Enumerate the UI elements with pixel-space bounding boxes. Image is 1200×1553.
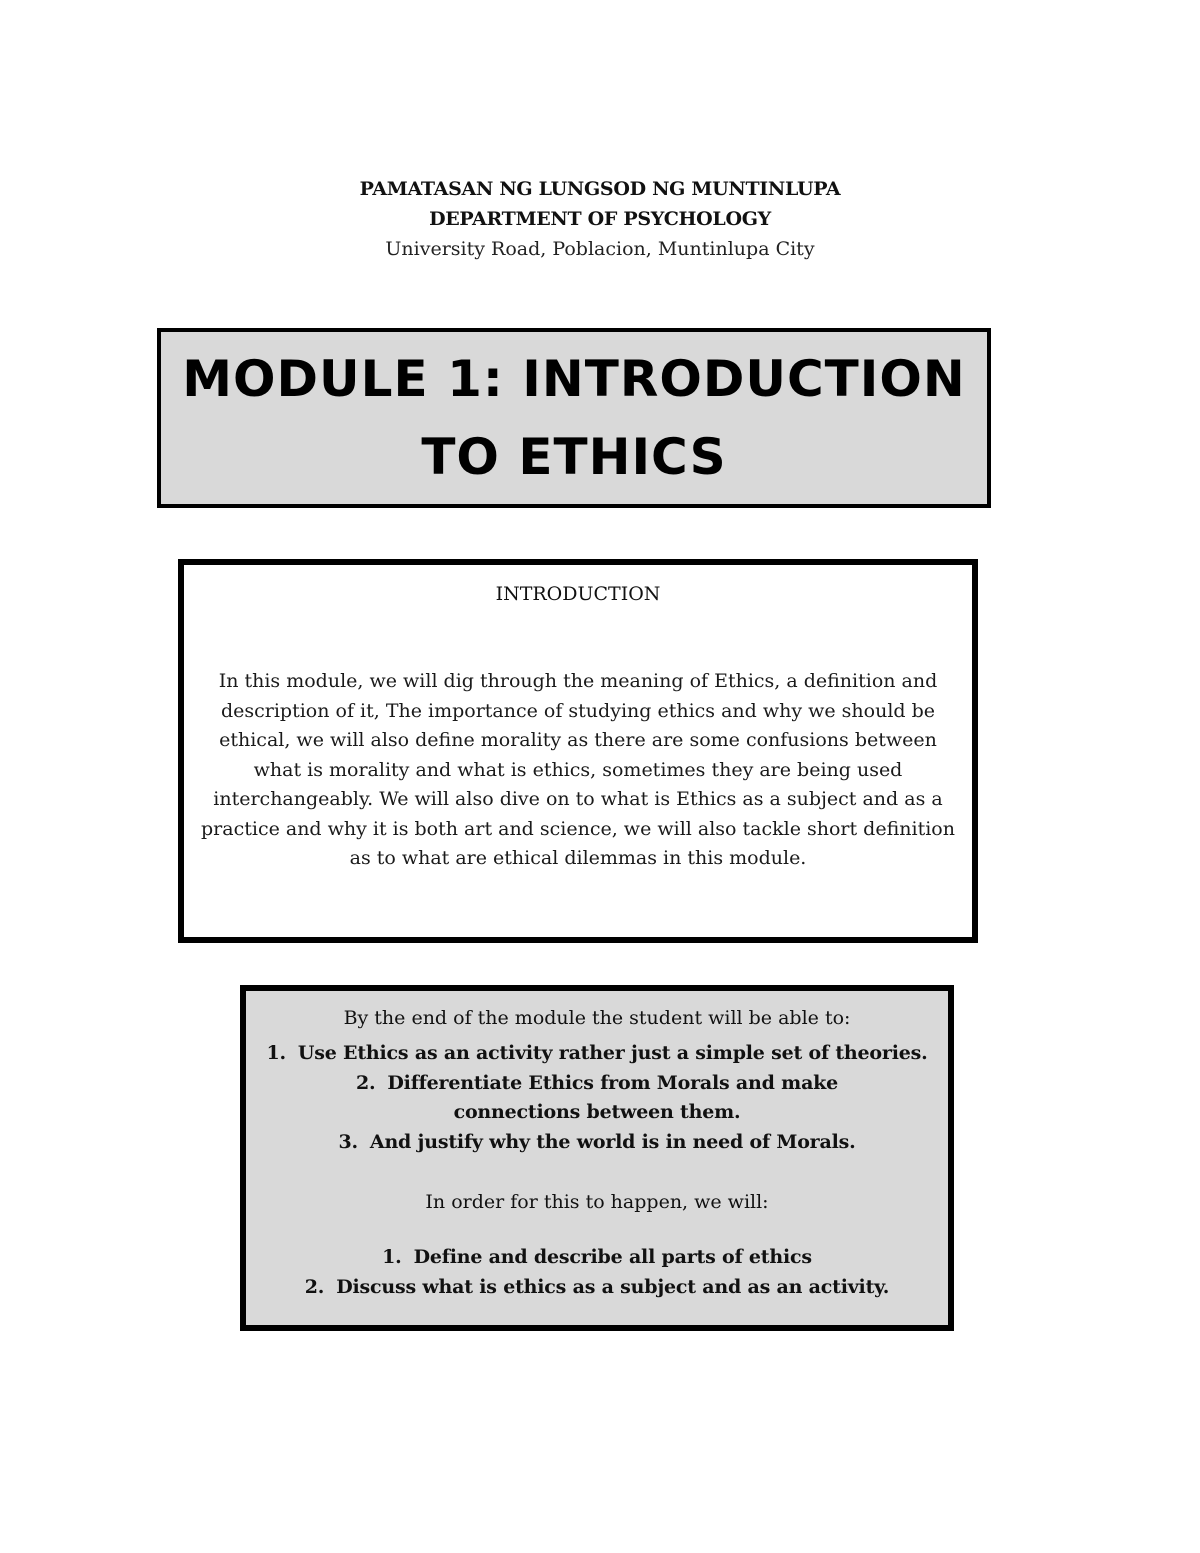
objectives-box: [240, 985, 954, 1331]
objective-item: [266, 1069, 928, 1128]
step-item: [266, 1243, 928, 1273]
objective-text: And justify why the world is in need of Morals.: [369, 1130, 856, 1153]
step-text: Define and describe all parts of ethics: [413, 1246, 812, 1268]
objective-number: 2.: [355, 1071, 376, 1094]
step-text: Discuss what is ethics as a subject and as an activity.: [336, 1275, 890, 1298]
department-name: DEPARTMENT OF PSYCHOLOGY: [429, 208, 771, 230]
introduction-box: [178, 559, 978, 943]
step-number: 1.: [382, 1246, 402, 1268]
objective-item: [266, 1128, 928, 1158]
document-header: [0, 174, 1200, 264]
introduction-heading: INTRODUCTION: [495, 583, 661, 605]
university-address: University Road, Poblacion, Muntinlupa City: [385, 238, 815, 260]
university-name: PAMATASAN NG LUNGSOD NG MUNTINLUPA: [359, 178, 841, 200]
step-number: 2.: [304, 1275, 325, 1298]
objectives-intro: By the end of the module the student will be able to:: [343, 1007, 851, 1029]
module-title-line-1: MODULE 1: INTRODUCTION: [182, 350, 966, 408]
objectives-list: [246, 1039, 948, 1157]
introduction-body: In this module, we will dig through the meaning of Ethics, a definition and description of it, The importance of studying ethics and why we should be ethical, we will also define morality as there are some confusions between what is morality and what is ethics, sometimes they are being used interchangeably. We will also dive on to what is Ethics as a subject and as a practice and why it is both art and science, we will also tackle short definition as to what are ethical dilemmas in this module.: [201, 670, 955, 869]
objective-number: 1.: [266, 1042, 286, 1064]
module-title-box: [157, 328, 991, 508]
objective-text: Differentiate Ethics from Morals and make connections between them.: [387, 1071, 839, 1123]
steps-list: [246, 1243, 948, 1302]
objective-item: [266, 1039, 928, 1069]
objective-number: 3.: [338, 1130, 358, 1153]
objectives-mid-text: In order for this to happen, we will:: [425, 1191, 769, 1213]
objective-text: Use Ethics as an activity rather just a simple set of theories.: [297, 1042, 928, 1064]
module-title-line-2: TO ETHICS: [421, 428, 727, 486]
step-item: [266, 1273, 928, 1303]
